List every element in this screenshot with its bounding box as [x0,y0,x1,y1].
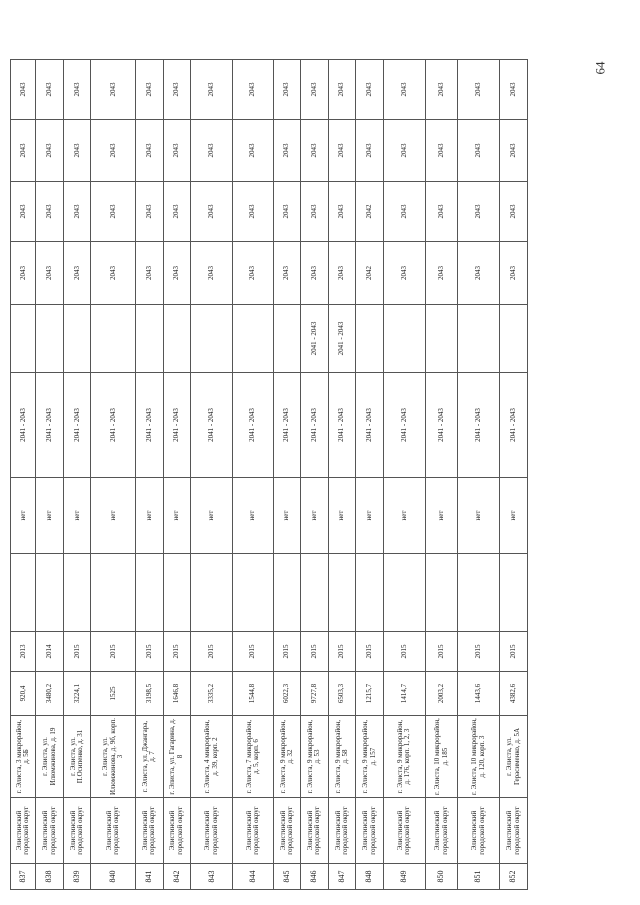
cell-year: 2015 [273,632,301,672]
cell-y1: 2043 [500,242,528,305]
table-row [426,60,458,890]
cell-y2: 2043 [301,182,329,242]
cell-year: 2015 [233,632,273,672]
cell-year: 2014 [36,632,64,672]
cell-period: 2041 - 2043 [36,373,64,478]
cell-area: 6022,3 [273,672,301,716]
cell-no: 845 [273,864,301,890]
cell-blank [91,554,135,632]
cell-period: 2041 - 2043 [63,373,91,478]
table-row [356,60,384,890]
cell-district: Элистинский городской округ [163,798,191,864]
cell-y4: 2043 [63,60,91,120]
cell-period2 [135,305,163,373]
cell-y3: 2043 [328,120,356,182]
cell-status: нет [163,478,191,554]
cell-blank [426,554,458,632]
cell-address: г. Элиста, 9 микрорайон, д. 157 [356,716,384,798]
cell-address: г. Элиста, 9 микрорайон, д. 53 [301,716,329,798]
cell-address: г. Элиста, 9 микрорайон, д. 176, корп. 1, 2, 3 [383,716,425,798]
cell-district: Элистинский городской округ [191,798,233,864]
cell-address: г. Элиста, 7 микрорайон, д. 5, корп. 6 [233,716,273,798]
cell-district: Элистинский городской округ [273,798,301,864]
cell-area: 3335,2 [191,672,233,716]
cell-year: 2015 [63,632,91,672]
cell-status: нет [135,478,163,554]
cell-y1: 2043 [383,242,425,305]
cell-period2 [36,305,64,373]
cell-status: нет [500,478,528,554]
cell-status: нет [457,478,499,554]
cell-y1: 2042 [356,242,384,305]
cell-district: Элистинский городской округ [457,798,499,864]
cell-year: 2015 [135,632,163,672]
cell-address: г. Элиста, 10 микрорайон, д. 185 [426,716,458,798]
cell-period2 [383,305,425,373]
cell-y3: 2043 [63,120,91,182]
cell-y3: 2043 [273,120,301,182]
cell-period2 [191,305,233,373]
table-row [301,60,329,890]
cell-y2: 2043 [36,182,64,242]
cell-district: Элистинский городской округ [328,798,356,864]
cell-blank [500,554,528,632]
cell-district: Элистинский городской округ [426,798,458,864]
cell-y3: 2043 [426,120,458,182]
cell-y2: 2043 [91,182,135,242]
cell-y3: 2043 [383,120,425,182]
cell-y4: 2043 [163,60,191,120]
cell-y1: 2043 [273,242,301,305]
cell-y3: 2043 [163,120,191,182]
cell-y2: 2043 [500,182,528,242]
cell-period: 2041 - 2043 [426,373,458,478]
cell-y4: 2043 [356,60,384,120]
cell-year: 2015 [328,632,356,672]
cell-y2: 2043 [383,182,425,242]
cell-year: 2015 [163,632,191,672]
cell-no: 838 [36,864,64,890]
cell-period: 2041 - 2043 [191,373,233,478]
cell-area: 3198,5 [135,672,163,716]
table-row [135,60,163,890]
cell-y2: 2043 [135,182,163,242]
cell-y4: 2043 [91,60,135,120]
cell-period: 2041 - 2043 [328,373,356,478]
page-number: 64 [592,61,608,75]
cell-status: нет [426,478,458,554]
cell-no: 849 [383,864,425,890]
table-row [500,60,528,890]
cell-year: 2015 [91,632,135,672]
cell-period: 2041 - 2043 [457,373,499,478]
cell-y2: 2043 [163,182,191,242]
cell-period2 [91,305,135,373]
cell-blank [36,554,64,632]
cell-blank [328,554,356,632]
cell-no: 843 [191,864,233,890]
cell-y1: 2043 [36,242,64,305]
cell-period2 [11,305,36,373]
cell-y2: 2043 [63,182,91,242]
cell-year: 2015 [356,632,384,672]
cell-y2: 2043 [457,182,499,242]
cell-y4: 2043 [301,60,329,120]
cell-y1: 2043 [63,242,91,305]
cell-area: 920,4 [11,672,36,716]
cell-blank [273,554,301,632]
cell-blank [11,554,36,632]
cell-y1: 2043 [191,242,233,305]
cell-district: Элистинский городской округ [36,798,64,864]
cell-no: 848 [356,864,384,890]
cell-no: 840 [91,864,135,890]
cell-area: 6503,3 [328,672,356,716]
cell-blank [233,554,273,632]
cell-no: 842 [163,864,191,890]
cell-y4: 2043 [426,60,458,120]
cell-address: г. Элиста, ул. Гагарина, д. 8 [163,716,191,798]
cell-blank [301,554,329,632]
cell-period: 2041 - 2043 [135,373,163,478]
cell-period: 2041 - 2043 [500,373,528,478]
cell-no: 847 [328,864,356,890]
cell-district: Элистинский городской округ [383,798,425,864]
cell-y3: 2043 [233,120,273,182]
cell-area: 3480,2 [36,672,64,716]
cell-y1: 2043 [11,242,36,305]
table-row [233,60,273,890]
cell-status: нет [91,478,135,554]
cell-district: Элистинский городской округ [500,798,528,864]
cell-status: нет [383,478,425,554]
cell-blank [163,554,191,632]
cell-period: 2041 - 2043 [273,373,301,478]
cell-no: 839 [63,864,91,890]
cell-y2: 2043 [233,182,273,242]
cell-blank [383,554,425,632]
cell-y3: 2043 [301,120,329,182]
cell-status: нет [233,478,273,554]
cell-year: 2015 [457,632,499,672]
cell-blank [63,554,91,632]
table-row [163,60,191,890]
table-row [328,60,356,890]
cell-y1: 2043 [91,242,135,305]
table-row [457,60,499,890]
cell-period2 [457,305,499,373]
cell-address: г. Элиста, ул. Илюмжинова, д. 19 [36,716,64,798]
cell-no: 844 [233,864,273,890]
cell-y1: 2043 [233,242,273,305]
cell-y2: 2043 [426,182,458,242]
cell-period2 [273,305,301,373]
cell-area: 1443,6 [457,672,499,716]
cell-status: нет [36,478,64,554]
cell-no: 837 [11,864,36,890]
cell-address: г. Элиста, ул. Джангара, д. 7 [135,716,163,798]
cell-area: 1525 [91,672,135,716]
cell-area: 9727,8 [301,672,329,716]
cell-y4: 2043 [383,60,425,120]
cell-no: 846 [301,864,329,890]
table-row [36,60,64,890]
cell-address: г. Элиста, 10 микрорайон, д. 120, корп. 3 [457,716,499,798]
cell-area: 3224,1 [63,672,91,716]
cell-y3: 2043 [135,120,163,182]
table-row [273,60,301,890]
cell-area: 1215,7 [356,672,384,716]
cell-period2: 2041 - 2043 [328,305,356,373]
cell-no: 851 [457,864,499,890]
cell-y2: 2043 [191,182,233,242]
cell-blank [191,554,233,632]
cell-y3: 2043 [356,120,384,182]
cell-year: 2015 [301,632,329,672]
cell-district: Элистинский городской округ [301,798,329,864]
cell-period: 2041 - 2043 [91,373,135,478]
cell-period: 2041 - 2043 [11,373,36,478]
cell-y4: 2043 [191,60,233,120]
cell-period2 [500,305,528,373]
cell-district: Элистинский городской округ [233,798,273,864]
cell-no: 852 [500,864,528,890]
cell-district: Элистинский городской округ [356,798,384,864]
cell-district: Элистинский городской округ [11,798,36,864]
cell-period2: 2041 - 2043 [301,305,329,373]
cell-year: 2015 [426,632,458,672]
cell-area: 1544,8 [233,672,273,716]
cell-blank [457,554,499,632]
cell-y2: 2043 [328,182,356,242]
cell-y3: 2043 [500,120,528,182]
cell-no: 850 [426,864,458,890]
cell-area: 2003,2 [426,672,458,716]
table-row [91,60,135,890]
cell-status: нет [63,478,91,554]
cell-year: 2015 [383,632,425,672]
table-row [191,60,233,890]
cell-y4: 2043 [328,60,356,120]
cell-y4: 2043 [233,60,273,120]
cell-y1: 2043 [426,242,458,305]
cell-y4: 2043 [457,60,499,120]
cell-address: г. Элиста, ул. Герасименко, д. 5А [500,716,528,798]
cell-y1: 2043 [301,242,329,305]
cell-year: 2015 [191,632,233,672]
cell-y3: 2043 [191,120,233,182]
cell-status: нет [11,478,36,554]
cell-no: 841 [135,864,163,890]
table-row [383,60,425,890]
cell-blank [135,554,163,632]
cell-area: 1646,8 [163,672,191,716]
cell-period2 [63,305,91,373]
cell-district: Элистинский городской округ [135,798,163,864]
cell-period: 2041 - 2043 [383,373,425,478]
cell-period2 [163,305,191,373]
cell-y3: 2043 [91,120,135,182]
cell-year: 2015 [500,632,528,672]
cell-y2: 2043 [11,182,36,242]
cell-area: 4382,6 [500,672,528,716]
cell-y4: 2043 [11,60,36,120]
rotated-table-container [10,60,528,890]
cell-y3: 2043 [11,120,36,182]
cell-address: г. Элиста, ул. П.Осипенко, д. 31 [63,716,91,798]
table-row [63,60,91,890]
cell-district: Элистинский городской округ [91,798,135,864]
cell-district: Элистинский городской округ [63,798,91,864]
cell-period: 2041 - 2043 [356,373,384,478]
cell-y4: 2043 [36,60,64,120]
cell-period2 [233,305,273,373]
housing-register-table [10,59,528,890]
cell-period2 [426,305,458,373]
cell-address: г. Элиста, 4 микрорайон, д. 39, корп. 2 [191,716,233,798]
cell-year: 2013 [11,632,36,672]
cell-y3: 2043 [36,120,64,182]
cell-period: 2041 - 2043 [301,373,329,478]
cell-y1: 2043 [135,242,163,305]
cell-y4: 2043 [500,60,528,120]
cell-y1: 2043 [163,242,191,305]
cell-y1: 2043 [328,242,356,305]
cell-y4: 2043 [135,60,163,120]
cell-address: г. Элиста, 9 микрорайон, д. 58 [328,716,356,798]
cell-blank [356,554,384,632]
cell-y1: 2043 [457,242,499,305]
cell-status: нет [328,478,356,554]
cell-address: г. Элиста, 9 микрорайон, д. 32 [273,716,301,798]
cell-area: 1414,7 [383,672,425,716]
cell-y3: 2043 [457,120,499,182]
cell-address: г. Элиста, 3 микрорайон, д. 5Б [11,716,36,798]
cell-address: г. Элиста, ул. Илюмжинова, д. 9б, корп. 3 [91,716,135,798]
cell-period: 2041 - 2043 [233,373,273,478]
cell-status: нет [191,478,233,554]
cell-status: нет [356,478,384,554]
table-body [11,60,528,890]
cell-status: нет [301,478,329,554]
table-row [11,60,36,890]
cell-y4: 2043 [273,60,301,120]
cell-y2: 2042 [356,182,384,242]
cell-period2 [356,305,384,373]
cell-period: 2041 - 2043 [163,373,191,478]
cell-status: нет [273,478,301,554]
cell-y2: 2043 [273,182,301,242]
